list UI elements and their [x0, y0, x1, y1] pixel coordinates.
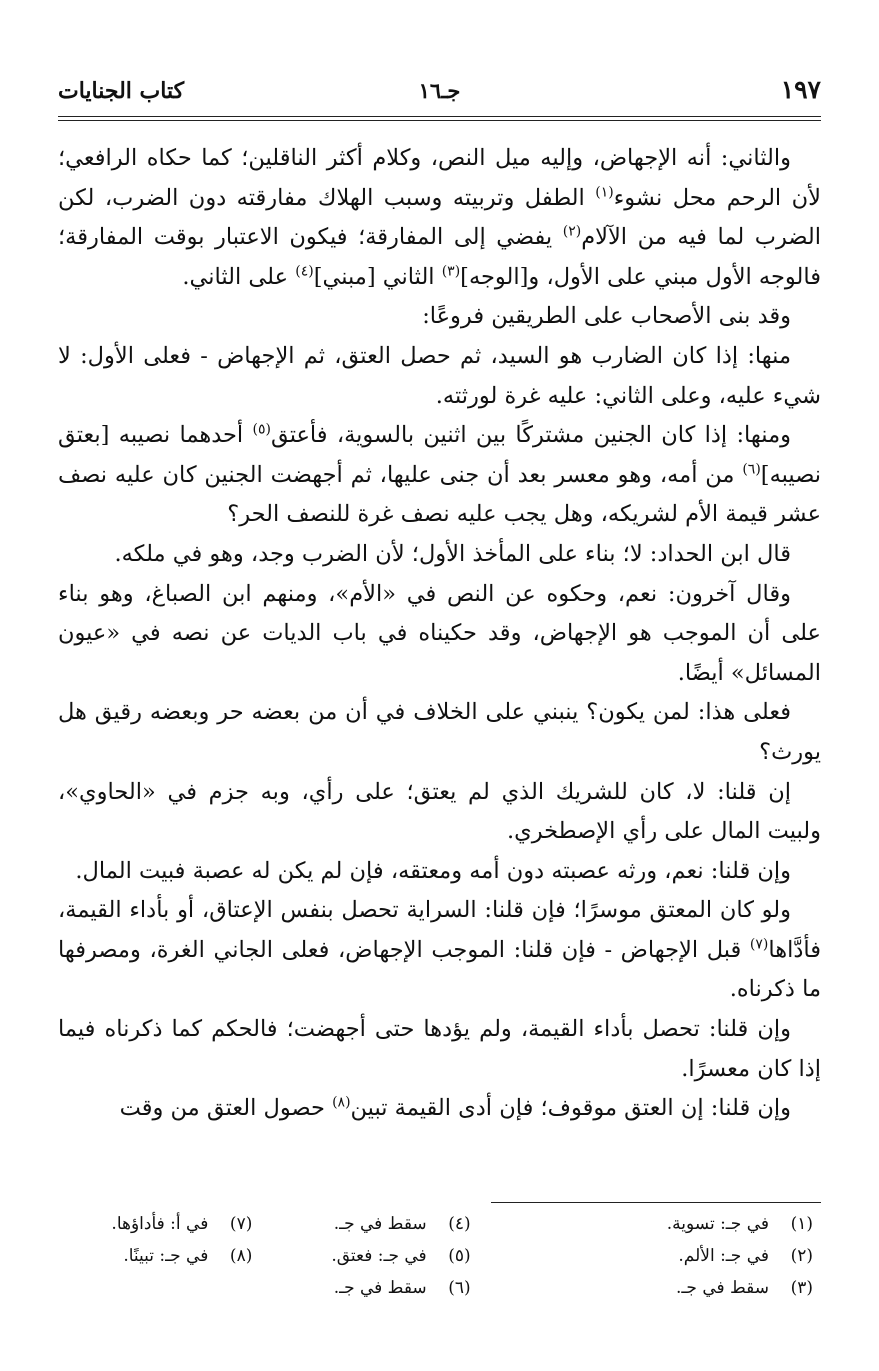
footnote-text: في جـ: تبينًا. — [123, 1246, 209, 1266]
header-rule-top — [58, 116, 821, 117]
paragraph-text: يفضي إلى المفارقة؛ فيكون الاعتبار بوقت المفارقة؛ فالوجه الأول مبني على الأول، و[الوجه] — [58, 224, 821, 290]
footnote-reference: (٨) — [332, 1094, 351, 1111]
paragraph — [58, 891, 821, 1010]
paragraph-text: الطفل وتربيته وسبب الهلاك مفارقته دون الضرب، لكن الضرب لما فيه من الآلام — [58, 184, 821, 251]
paragraph-text: وقد بنى الأصحاب على الطريقين فروعًا: — [422, 303, 791, 330]
paragraph — [58, 535, 821, 575]
paragraph-text: وقال آخرون: نعم، وحكوه عن النص في «الأم»، ومنهم ابن الصباغ، وهو بناء على أن الموجب هو الإجهاض، وقد حكيناه في باب الديات عن نصه في «عيون المسائل» أيضًا. — [58, 580, 821, 686]
paragraph — [58, 416, 821, 535]
paragraph-text: ومنها: إذا كان الجنين مشتركًا بين اثنين بالسوية، فأعتق — [270, 422, 791, 449]
paragraph-text: وإن قلنا: تحصل بأداء القيمة، ولم يؤدها حتى أجهضت؛ فالحكم كما ذكرناه فيما إذا كان معسرًا. — [58, 1016, 821, 1082]
footnote-number: (٢) — [790, 1246, 813, 1266]
footnote-text: سقط في جـ. — [676, 1278, 769, 1298]
footnote-number: (١) — [790, 1214, 813, 1234]
footnote-item — [58, 1246, 312, 1278]
footnote-number: (٤) — [448, 1214, 471, 1234]
footnote-item — [312, 1214, 566, 1246]
footnote-text: سقط في جـ. — [333, 1214, 427, 1234]
paragraph — [58, 1010, 821, 1089]
footnote-reference: (٧) — [749, 936, 769, 953]
paragraph-text: والثاني: أنه الإجهاض، وإليه ميل النص، وكلام أكثر الناقلين؛ كما حكاه الرافعي؛ لأن الرحم محل نشوء — [58, 145, 821, 211]
paragraph-text: إن قلنا: لا، كان للشريك الذي لم يعتق؛ على رأي، وبه جزم في «الحاوي»، ولبيت المال على رأي الإصطخري. — [58, 778, 821, 845]
header-rule-bottom — [58, 120, 821, 121]
footnote-reference: (٣) — [441, 263, 461, 280]
paragraph-text: ولو كان المعتق موسرًا؛ فإن قلنا: السراية تحصل بنفس الإعتاق، أو بأداء القيمة، فأدَّاها — [58, 897, 821, 963]
paragraph — [58, 693, 821, 772]
footnote-item — [312, 1246, 566, 1278]
page-number: ١٩٧ — [780, 75, 821, 104]
footnote-text: في جـ: فعتق. — [331, 1246, 427, 1266]
paragraph — [58, 773, 821, 852]
footnote-item — [567, 1246, 821, 1278]
paragraph-text: قبل الإجهاض - فإن قلنا: الموجب الإجهاض، فعلى الجاني الغرة، ومصرفها ما ذكرناه. — [58, 936, 821, 1003]
paragraph — [58, 575, 821, 694]
footnote-number: (٣) — [790, 1278, 813, 1298]
footnote-number: (٧) — [229, 1214, 253, 1234]
paragraph — [58, 297, 821, 337]
footnote-number: (٦) — [448, 1278, 471, 1298]
footnote-number: (٨) — [229, 1246, 253, 1266]
footnote-text: في جـ: تسوية. — [666, 1214, 769, 1234]
footnote-item — [58, 1214, 312, 1246]
footnote-text: سقط في جـ. — [333, 1278, 427, 1298]
footnote-reference: (٤) — [295, 263, 314, 280]
paragraph-text: من أمه، وهو معسر بعد أن جنى عليها، ثم أجهضت الجنين كان عليه نصف عشر قيمة الأم لشريكه، وهل يجب عليه نصف غرة للنصف الحر؟ — [58, 461, 821, 528]
paragraph-text: قال ابن الحداد: لا؛ بناء على المأخذ الأول؛ لأن الضرب وجد، وهو في ملكه. — [114, 540, 791, 567]
paragraph-text: حصول العتق من وقت — [119, 1095, 333, 1122]
page-header — [58, 62, 821, 110]
footnote-item — [567, 1278, 821, 1310]
paragraph-text: أحدهما نصيبه [بعتق نصيبه] — [58, 422, 821, 488]
paragraph-text: الثاني [مبني] — [313, 263, 442, 290]
footnote-number: (٥) — [448, 1246, 471, 1266]
footnote-reference: (١) — [595, 184, 614, 201]
footnote-separator — [491, 1202, 821, 1203]
footnote-item — [567, 1214, 821, 1246]
paragraph — [58, 1089, 821, 1129]
book-page — [58, 62, 821, 1352]
paragraph-text: منها: إذا كان الضارب هو السيد، ثم حصل العتق، ثم الإجهاض - فعلى الأول: لا شيء عليه، وعلى الثاني: عليه غرة لورثته. — [58, 342, 821, 409]
footnote-reference: (٦) — [742, 461, 761, 478]
footnotes — [58, 1214, 821, 1310]
book-title: كتاب الجنايات — [58, 78, 185, 104]
paragraph-text: وإن قلنا: إن العتق موقوف؛ فإن أدى القيمة تبين — [350, 1095, 791, 1122]
footnote-item — [312, 1278, 566, 1310]
paragraph — [58, 337, 821, 416]
footnote-reference: (٥) — [252, 421, 271, 438]
paragraph-text: فعلى هذا: لمن يكون؟ ينبني على الخلاف في أن من بعضه حر وبعضه رقيق هل يورث؟ — [58, 699, 821, 765]
footnote-reference: (٢) — [562, 223, 582, 240]
volume-label: جـ١٦ — [418, 78, 461, 103]
paragraph — [58, 852, 821, 892]
footnote-text: في أ: فأداؤها. — [111, 1214, 209, 1234]
main-text — [58, 139, 821, 1129]
paragraph-text: على الثاني. — [182, 263, 296, 290]
footnote-text: في جـ: الألم. — [678, 1246, 769, 1266]
paragraph — [58, 139, 821, 297]
paragraph-text: وإن قلنا: نعم، ورثه عصبته دون أمه ومعتقه، فإن لم يكن له عصبة فبيت المال. — [75, 857, 791, 884]
